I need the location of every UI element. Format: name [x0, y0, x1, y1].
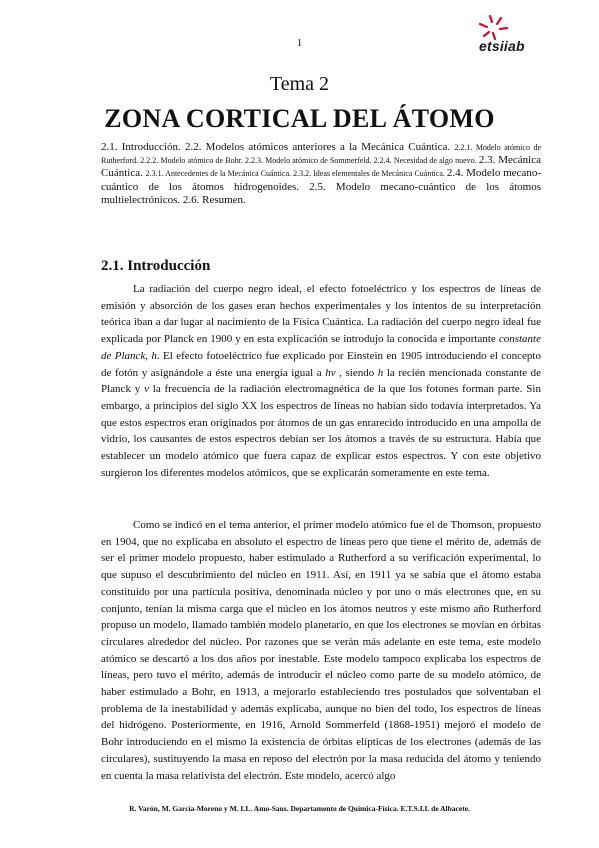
paragraph-text: Como se indicó en el tema anterior, el primer modelo atómico fue el de Thomson, propuesto en 1904, que no explicaba en absoluto el espectro de líneas pero que tiene el mérito de, además de ser el primer modelo propuesto, haber estimulado a Rutherford a su verificación experimental, lo que supuso el descubrimiento del núcleo en 1911. Así, en 1911 ya se sabía que el átomo estaba constituido por una partícula positiva, denominada núcleo y por uno o más electrones que, en su conjunto, tenían la misma carga que el núcleo en los átomos neutros y este mismo año Rutherford propuso un modelo, llamado también modelo planetario, en que los electrones se movían en órbitas circulares alrededor del núcleo. Por razones que se verán más adelante en este tema, este modelo atómico se descartó a los dos años por inestable. Este modelo tampoco explicaba los espectros de líneas, pero tuvo el mérito, además de introducir el núcleo como parte de su modelo atómico, de haber estimulado a Bohr, en 1913, a mejorarlo estableciendo tres postulados que solventaban el problema de la inestabilidad y además explicaba, aunque no bien del todo, los espectros de líneas del hidrógeno. Posteriormente, en 1916, Arnold Sommerfeld (1868-1951) mejoró el modelo de Bohr introduciendo en el mismo la existencia de órbitas elípticas de los electrones (además de las circulares), sustituyendo la masa en reposo del electrón por la masa reducida del átomo y teniendo en cuenta la masa relativista del electrón. Este modelo, acercó algo: [101, 519, 541, 782]
paragraph-text: la frecuencia de la radiación electromagnética de la que los fotones forman parte. Sin embargo, a principios del siglo XX los espectros de líneas no habían sido todavía interpretados. Ya que estos espectros eran originados por átomos de un gas enrarecido introducido en una ampolla de vidrio, los causantes de estos espectros debían ser los átomos a través de su estructura. Había que establecer un modelo atómico que fuera capaz de explicar estos espectros. Y con este objetivo surgieron los diferentes modelos atómicos, que se explicarán someramente en este tema.: [101, 383, 541, 479]
term-italic: constante de Planck: [101, 333, 541, 362]
toc-subentries: 2.2.1. Modelo atómico de Rutherford. 2.2.2. Modelo atómico de Bohr. 2.2.3. Modelo atómico de Sommerfeld. 2.2.4. Necesidad de algo nuevo.: [101, 143, 541, 166]
toc-entry: 2.4. Modelo mecano-cuántico de los átomos hidrogenoides. 2.5. Modelo mecano-cuántico de los átomos multielectrónicos. 2.6. Resumen.: [101, 167, 541, 206]
toc-entry: 2.2. Modelos atómicos anteriores a la Mecánica Cuántica.: [184, 141, 455, 153]
paragraph: [101, 517, 541, 784]
toc-subentries: 2.3.1. Antecedentes de la Mecánica Cuántica. 2.3.2. Ideas elementales de Mecánica Cuántica.: [145, 169, 447, 179]
page-footer: R. Varón, M. García-Moreno y M. LL. Amo-Saus. Departamento de Química-Física. E.T.S.I.I. de Albacete.: [129, 804, 470, 813]
paragraph-text: la recién mencionada constante de Planck y: [101, 366, 541, 396]
symbol-italic: h: [151, 349, 157, 362]
institution-logo: [460, 12, 560, 60]
symbol-italic: h: [377, 366, 384, 379]
paragraph: [101, 281, 541, 481]
paragraph-text: ,: [145, 349, 152, 362]
paragraph-text: . El efecto fotoeléctrico fue explicado por Einstein en 1905 introduciendo el concepto de fotón y asignándole a éste una energía igual a: [101, 349, 541, 379]
symbol-italic: hν: [325, 366, 336, 379]
toc-entry: 2.1. Introducción.: [101, 141, 185, 153]
symbol-italic: ν: [144, 383, 149, 396]
logo-text: etsiiab: [479, 38, 525, 54]
toc-entry: 2.3. Mecánica Cuántica.: [101, 154, 541, 180]
paragraph-text: La radiación del cuerpo negro ideal, el efecto fotoeléctrico y los espectros de líneas de emisión y absorción de los gases eran hechos experimentales y los intentos de su interpretación teórica iban a dar lugar al nacimiento de la Física Cuántica. La radiación del cuerpo negro ideal fue explicada por Planck en 1900 y en esta explicación se introdujo la conocida e importante: [101, 283, 541, 346]
chapter-title: ZONA CORTICAL DEL ÁTOMO: [104, 104, 495, 133]
chapter-number: Tema 2: [269, 73, 330, 95]
paragraph-text: , siendo: [335, 366, 378, 379]
table-of-contents: [101, 141, 541, 207]
section-heading: 2.1. Introducción: [101, 258, 211, 274]
page-number: 1: [296, 37, 303, 49]
